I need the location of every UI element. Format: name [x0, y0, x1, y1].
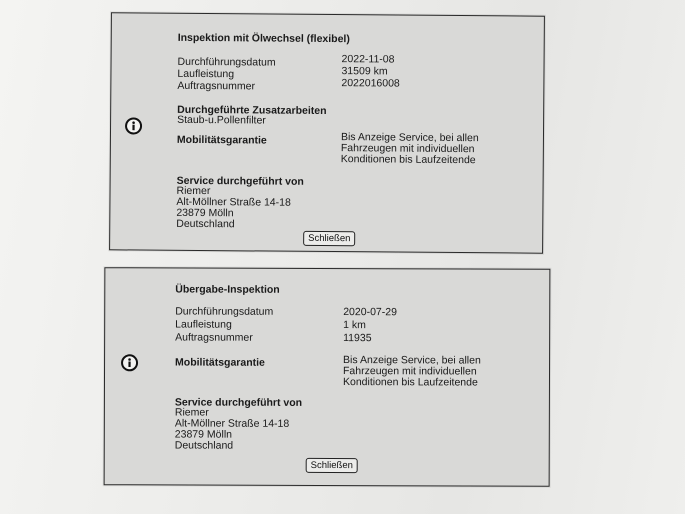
label-mileage: Laufleistung — [177, 67, 235, 81]
mobility-text — [343, 355, 481, 388]
service-record-dialog-oil-change — [109, 12, 545, 253]
service-heading: Service durchgeführt von — [174, 396, 303, 409]
mobility-line: Fahrzeugen mit individuellen — [340, 142, 475, 156]
service-city: 23879 Mölln — [174, 428, 233, 441]
dialog-title: Inspektion mit Ölwechsel (flexibel) — [177, 31, 350, 46]
mobility-line: Bis Anzeige Service, bei allen — [343, 354, 481, 367]
value-order-number: 11935 — [343, 332, 372, 345]
service-heading: Service durchgeführt von — [176, 174, 304, 188]
mobility-line: Konditionen bis Laufzeitende — [342, 376, 478, 389]
info-icon — [125, 117, 142, 134]
value-order-number: 2022016008 — [341, 77, 400, 90]
label-date: Durchführungsdatum — [177, 55, 276, 69]
dialog-title: Übergabe-Inspektion — [175, 283, 280, 296]
value-date: 2020-07-29 — [343, 306, 397, 319]
mobility-text — [341, 132, 479, 166]
label-order-number: Auftragsnummer — [177, 79, 256, 93]
mobility-heading: Mobilitätsgarantie — [176, 133, 267, 147]
value-mileage: 31509 km — [341, 65, 388, 78]
extra-work-list — [177, 115, 266, 127]
mobility-line: Konditionen bis Laufzeitende — [340, 153, 476, 167]
close-button[interactable]: Schließen — [303, 231, 355, 246]
close-button[interactable]: Schließen — [306, 458, 358, 473]
mobility-line: Fahrzeugen mit individuellen — [342, 365, 477, 378]
info-icon — [121, 354, 138, 371]
label-mileage: Laufleistung — [175, 318, 232, 331]
service-street: Alt-Möllner Straße 14-18 — [174, 417, 290, 430]
label-order-number: Auftragsnummer — [175, 331, 253, 344]
service-street: Alt-Möllner Straße 14-18 — [176, 195, 291, 209]
service-country: Deutschland — [174, 439, 234, 452]
service-record-dialog-handover — [104, 267, 551, 487]
value-mileage: 1 km — [343, 319, 366, 332]
label-date: Durchführungsdatum — [175, 305, 274, 318]
service-dealer-name: Riemer — [176, 184, 211, 198]
service-dealer-name: Riemer — [174, 406, 209, 419]
mobility-heading: Mobilitätsgarantie — [175, 356, 265, 369]
service-address — [176, 186, 291, 231]
service-address — [175, 407, 290, 451]
service-country: Deutschland — [176, 217, 235, 231]
value-date: 2022-11-08 — [341, 53, 395, 66]
extra-work-item: Staub-u.Pollenfilter — [177, 113, 266, 127]
mobility-line: Bis Anzeige Service, bei allen — [340, 131, 479, 145]
extra-work-heading: Durchgeführte Zusatzarbeiten — [177, 103, 327, 117]
service-city: 23879 Mölln — [176, 206, 234, 220]
